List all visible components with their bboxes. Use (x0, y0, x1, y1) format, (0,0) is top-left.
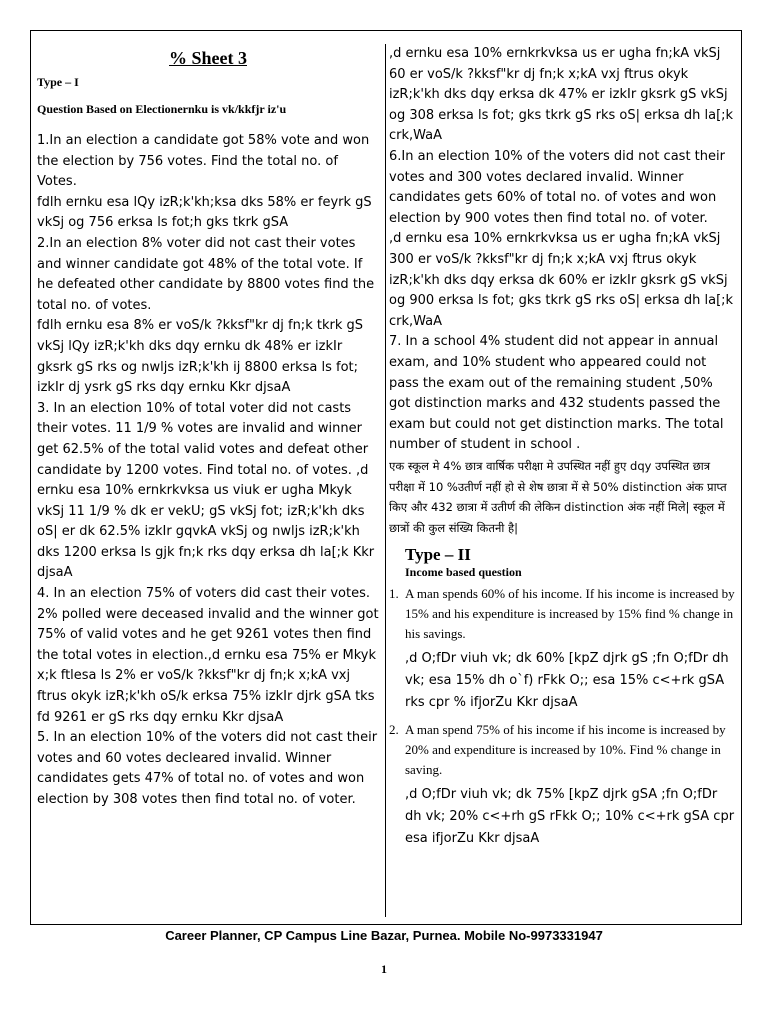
question-1-hi: fdlh ernku esa lQy izR;k'kh;ksa dks 58% er feyrk gS vkSj og 756 erksa ls fot;h gks tkrk gSA (37, 194, 372, 231)
footer-address: Career Planner, CP Campus Line Bazar, Purnea. Mobile No-9973331947 (165, 928, 603, 943)
type-2-label: Type – II (405, 545, 471, 565)
income-question-1-en: A man spends 60% of his income. If his income is increased by 15% and his expenditure is increased by 15% find % change in his savings. (405, 586, 735, 642)
question-4: 4. In an election 75% of voters did cast their votes. 2% polled were deceased invalid and the winner got 75% of valid votes and he get 9261 votes then find the total votes in election.,d ernku esa 75% er Mkyk x;k ftlesa ls 2% er voS/k ?kksf"kr dj fn;k x;kA vxj ftrus okyk izR;k'kh oS/k erksa 75% izkIr djrk gSA tks fd 9261 er gS rks dqy ernku Kkr djsaA (37, 586, 379, 725)
question-2-en: 2.In an election 8% voter did not cast their votes and winner candidate got 48% of the total vote. If he defeated other candidate by 8800 votes find the total no. of votes. (37, 235, 375, 313)
left-column (37, 44, 379, 811)
type-2-heading: Income based question (405, 565, 522, 580)
income-question-2-en: A man spend 75% of his income if his income is increased by 20% and expenditure is increased by 10%. Find % change in saving. (405, 722, 726, 778)
question-3: 3. In an election 10% of total voter did not casts their votes. 11 1/9 % votes are invalid and winner get 62.5% of the total valid votes and defeat other candidate by 1200 votes. Find total no. of votes. ,d ernku esa 10% ernkrkvksa us viuk er ugha Mkyk vkSj 11 1/9 % dk er vekU; gS vkSj fot; izR;k'kh dks oS| er dk 62.5% izkIr gqvkA vkSj og nwljs izR;k'kh dks 1200 erksa ls gjk fn;k rks dqy erksa dh la[;k Kkr djsaA (37, 400, 375, 581)
income-question-1 (389, 584, 737, 644)
sheet-title: % Sheet 3 (169, 48, 247, 68)
column-divider (385, 44, 386, 917)
question-6-en: 6.In an election 10% of the voters did not cast their votes and 300 votes declared invalid. Winner candidates gets 60% of total no. of votes and won election by 900 votes then find total no. of voter. (389, 148, 725, 226)
income-question-2-hi: ,d O;fDr viuh vk; dk 75% [kpZ djrk gSA ;fn O;fDr dh vk; 20% c<+rh gS rFkk O;; 10% c<+rk gSA cpr esa ifjorZu Kkr djsaA (405, 787, 735, 847)
right-column (389, 44, 737, 856)
question-6-hi: ,d ernku esa 10% ernkrkvksa us er ugha fn;kA vkSj 300 er voS/k ?kksf"kr dj fn;k x;kA vxj ftrus okyk izR;k'kh dks dqy erksa dk 60% er izkIr gksrk gS vkSj og 900 erksa ls fot; gks tkrk gS rks oS| erksa dh la[;k crk,WaA (389, 231, 734, 329)
page-number: 1 (381, 962, 387, 976)
type-1-label: Type – I (37, 75, 79, 89)
question-7-hi: एक स्कूल मे 4% छात्र वार्षिक परीक्षा मे उपस्थित नहीं हुए dqy उपस्थित छात्र परीक्षा में 10 %उतीर्ण नहीं हो से शेष छात्रा में से 50% distinction अंक प्राप्त किए और 432 छात्रा में उतीर्ण की लेकिन distinction अंक नहीं मिले| स्कूल में छात्रों की कुल संख्यि कितनी है| (389, 458, 727, 536)
income-question-1-hi: ,d O;fDr viuh vk; dk 60% [kpZ djrk gS ;fn O;fDr dh vk; esa 15% dh o`f) rFkk O;; esa 15% c<+rk gSA rks cpr % ifjorZu Kkr djsaA (405, 651, 729, 711)
question-5-hi: ,d ernku esa 10% ernkrkvksa us er ugha fn;kA vkSj 60 er voS/k ?kksf"kr dj fn;k x;kA vxj ftrus okyk izR;k'kh dks dqy erksa dk 47% er izkIr gksrk gS vkSj og 308 erksa ls fot; gks tkrk gS rks oS| erksa dh la[;k crk,WaA (389, 46, 734, 144)
income-question-2-number: 2. (389, 722, 399, 738)
question-2-hi: fdlh ernku esa 8% er voS/k ?kksf"kr dj fn;k tkrk gS vkSj lQy izR;k'kh dks dqy ernku dk 48% er izkIr gksrk gS rks og nwljs izR;k'kh ij 8800 erksa ls fot; izkIr dj ysrk gS rks dqy ernku Kkr djsaA (37, 318, 363, 396)
type-1-heading: Question Based on Electionernku is vk/kkfjr iz'u (37, 102, 287, 116)
question-1-en: 1.In an election a candidate got 58% vote and won the election by 756 votes. Find the total no. of Votes. (37, 133, 370, 190)
income-question-1-number: 1. (389, 586, 399, 602)
income-question-2 (389, 720, 737, 780)
question-5-en: 5. In an election 10% of the voters did not cast their votes and 60 votes decleared invalid. Winner candidates gets 47% of total no. of votes and won election by 308 votes then find total no. of voter. (37, 730, 378, 807)
question-7-en: 7. In a school 4% student did not appear in annual exam, and 10% student who appeared could not pass the exam out of the remaining student ,50% got distinction marks and 432 students passed the exam but could not get distinction marks. The total number of student in school . (389, 334, 724, 453)
